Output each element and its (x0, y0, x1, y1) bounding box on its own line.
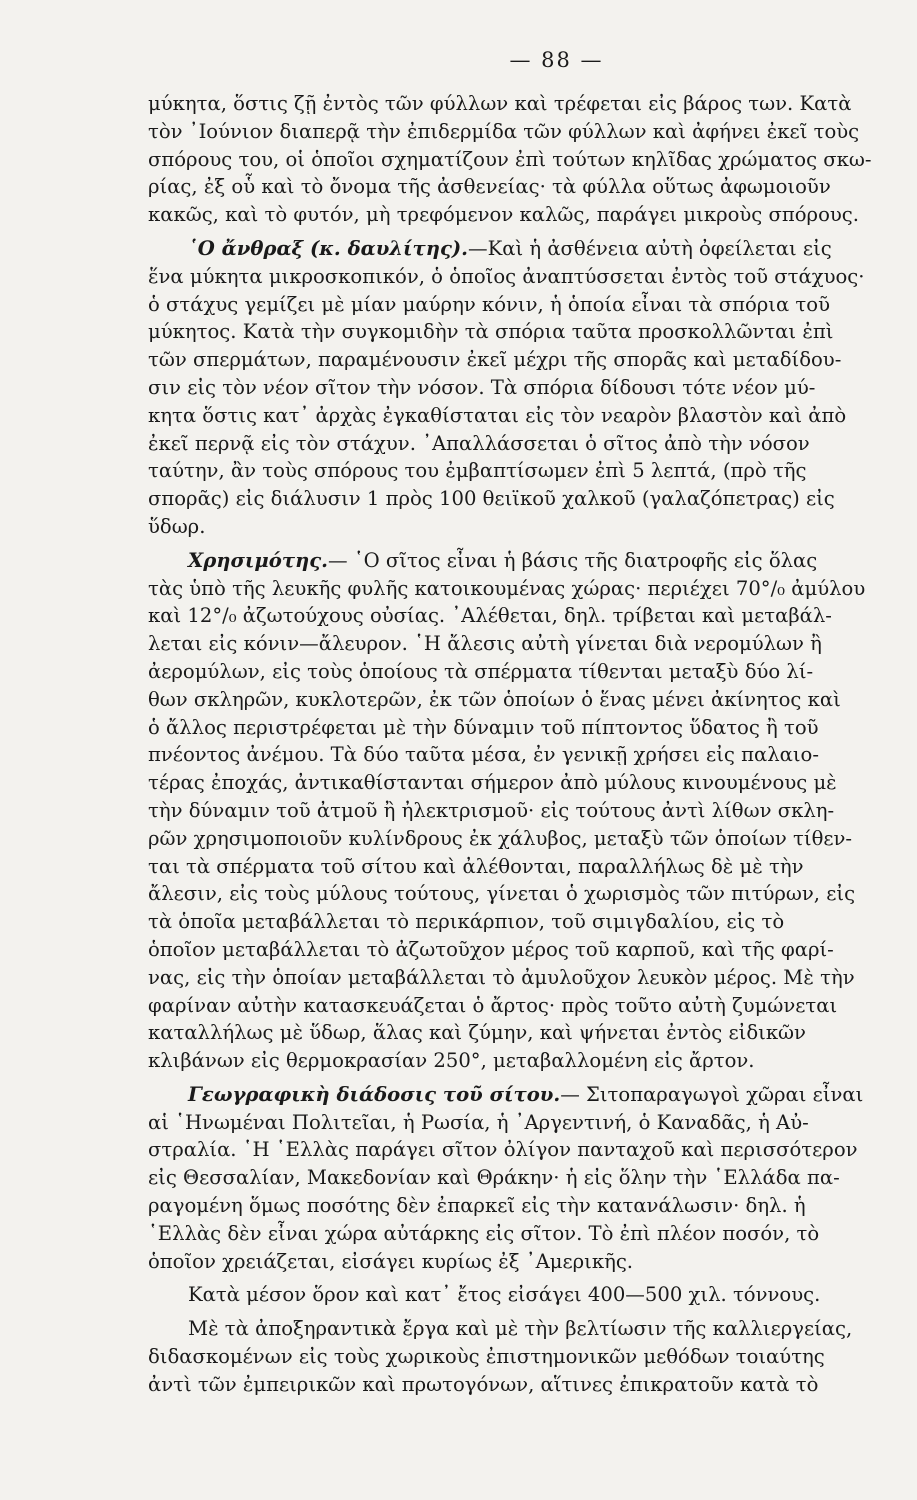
text-line: μύκητος. Κατὰ τὴν συγκομιδὴν τὰ σπόρια ταῦτα προσκολλῶνται ἐπὶ (148, 320, 834, 344)
text-line: καὶ 12°/₀ ἀζωτούχους οὐσίας. ᾿Αλέθεται, δηλ. τρίβεται καὶ μεταβάλ- (148, 604, 832, 628)
text-line: στραλία. ῾Η ῾Ελλὰς παράγει σῖτον ὀλίγον πανταχοῦ καὶ περισσότερον (148, 1138, 858, 1162)
text-line: τὴν δύναμιν τοῦ ἀτμοῦ ἢ ἠλεκτρισμοῦ· εἰς τούτους ἀντὶ λίθων σκλη- (148, 798, 835, 822)
text-line: τὸν ᾿Ιούνιον διαπερᾷ τὴν ἐπιδερμίδα τῶν φύλλων καὶ ἀφήνει ἐκεῖ τοὺς (148, 119, 860, 143)
text-line: τῶν σπερμάτων, παραμένουσιν ἐκεῖ μέχρι τῆς σπορᾶς καὶ μεταδίδου- (148, 348, 842, 372)
text-line: πνέοντος ἀνέμου. Τὰ δύο ταῦτα μέσα, ἐν γενικῇ χρήσει εἰς παλαιο- (148, 743, 819, 767)
text-line: ἕνα μύκητα μικροσκοπικόν, ὁ ὁποῖος ἀναπτύσσεται ἐντὸς τοῦ στάχυος· (148, 264, 865, 288)
paragraph-text: — Σιτοπαραγωγοὶ χῶραι εἶναι (560, 1082, 864, 1106)
text-line: ὁ στάχυς γεμίζει μὲ μίαν μαύρην κόνιν, ἡ ὁποία εἶναι τὰ σπόρια τοῦ (148, 292, 830, 316)
text-line: εἰς Θεσσαλίαν, Μακεδονίαν καὶ Θράκην· ἡ εἰς ὅλην τὴν ῾Ελλάδα πα- (148, 1166, 840, 1190)
text-line: τὰς ὑπὸ τῆς λευκῆς φυλῆς κατοικουμένας χώρας· περιέχει 70°/₀ ἀμύλου (148, 576, 866, 600)
text-line: κητα ὅστις κατ᾿ ἀρχὰς ἐγκαθίσταται εἰς τὸν νεαρὸν βλαστὸν καὶ ἀπὸ (148, 403, 847, 427)
text-line: ταύτην, ἂν τοὺς σπόρους του ἐμβαπτίσωμεν ἐπὶ 5 λεπτά, (πρὸ τῆς (148, 459, 807, 483)
text-line: ἀντὶ τῶν ἐμπειρικῶν καὶ πρωτογόνων, αἵτινες ἐπικρατοῦν κατὰ τὸ (148, 1372, 819, 1396)
paragraph (148, 547, 905, 1075)
paragraph-first-line (148, 1315, 905, 1343)
text-line: κλιβάνων εἰς θερμοκρασίαν 250°, μεταβαλλομένη εἰς ἄρτον. (148, 1049, 755, 1073)
paragraph-text: Κατὰ μέσον ὅρον καὶ κατ᾿ ἔτος εἰσάγει 400—500 χιλ. τόννους. (188, 1283, 821, 1307)
text-line: ὕδωρ. (148, 514, 206, 538)
text-line: σπόρους του, οἱ ὁποῖοι σχηματίζουν ἐπὶ τούτων κηλῖδας χρώματος σκω- (148, 147, 872, 171)
section-heading: ῾Ο ἄνθραξ (κ. δαυλίτης). (188, 236, 468, 260)
text-line: μύκητα, ὅστις ζῇ ἐντὸς τῶν φύλλων καὶ τρέφεται εἰς βάρος των. Κατὰ (148, 92, 852, 115)
text-line: ἀερομύλων, εἰς τοὺς ὁποίους τὰ σπέρματα τίθενται μεταξὺ δύο λί- (148, 659, 814, 683)
text-line: ρίας, ἐξ οὗ καὶ τὸ ὄνομα τῆς ἀσθενείας· τὰ φύλλα οὕτως ἀφωμοιοῦν (148, 175, 831, 199)
paragraph-first-line (148, 1081, 905, 1109)
paragraph (148, 1081, 905, 1276)
text-line: διδασκομένων εἰς τοὺς χωρικοὺς ἐπιστημονικῶν μεθόδων τοιαύτης (148, 1345, 825, 1369)
section-heading: Χρησιμότης. (188, 548, 328, 572)
text-line: ἐκεῖ περνᾷ εἰς τὸν στάχυν. ᾿Απαλλάσσεται ὁ σῖτος ἀπὸ τὴν νόσον (148, 431, 810, 455)
text-line: ῾Ελλὰς δὲν εἶναι χώρα αὐτάρκης εἰς σῖτον. Τὸ ἐπὶ πλέον ποσόν, τὸ (148, 1221, 820, 1245)
text-line: ρῶν χρησιμοποιοῦν κυλίνδρους ἐκ χάλυβος, μεταξὺ τῶν ὁποίων τίθεν- (148, 826, 853, 850)
text-line: ἄλεσιν, εἰς τοὺς μύλους τούτους, γίνεται ὁ χωρισμὸς τῶν πιτύρων, εἰς (148, 882, 856, 906)
section-heading: Γεωγραφικὴ διάδοσις τοῦ σίτου. (188, 1082, 561, 1106)
text-line: ὁ ἄλλος περιστρέφεται μὲ τὴν δύναμιν τοῦ πίπτοντος ὕδατος ἢ τοῦ (148, 715, 819, 739)
text-line: ὁποῖον χρειάζεται, εἰσάγει κυρίως ἐξ ᾿Αμερικῆς. (148, 1249, 634, 1273)
paragraph-text: —Καὶ ἡ ἀσθένεια αὐτὴ ὀφείλεται εἰς (467, 236, 832, 260)
paragraph (148, 1281, 905, 1309)
text-line: ται τὰ σπέρματα τοῦ σίτου καὶ ἀλέθονται, παραλλήλως δὲ μὲ τὴν (148, 854, 804, 878)
text-line: σπορᾶς) εἰς διάλυσιν 1 πρὸς 100 θειϊκοῦ χαλκοῦ (γαλαζόπετρας) εἰς (148, 487, 835, 511)
page-number: — 88 — (509, 48, 604, 72)
text-line: κακῶς, καὶ τὸ φυτόν, μὴ τρεφόμενον καλῶς, παράγει μικροὺς σπόρους. (148, 203, 859, 227)
text-line: λεται εἰς κόνιν—ἄλευρον. ῾Η ἄλεσις αὐτὴ γίνεται διὰ νερομύλων ἢ (148, 632, 822, 656)
paragraph-first-line (148, 1281, 905, 1309)
text-body (148, 90, 905, 1399)
paragraph-text: — ῾Ο σῖτος εἶναι ἡ βάσις τῆς διατροφῆς εἰς ὅλας (328, 548, 818, 572)
paragraph (148, 1315, 905, 1398)
paragraph (148, 235, 905, 541)
text-line: φαρίναν αὐτὴν κατασκευάζεται ὁ ἄρτος· πρὸς τοῦτο αὐτὴ ζυμώνεται (148, 993, 838, 1017)
paragraph (148, 90, 905, 229)
text-line: αἱ ῾Ηνωμέναι Πολιτεῖαι, ἡ Ρωσία, ἡ ᾿Αργεντινή, ὁ Καναδᾶς, ἡ Αὐ- (148, 1110, 809, 1134)
text-line: σιν εἰς τὸν νέον σῖτον τὴν νόσον. Τὰ σπόρια δίδουσι τότε νέον μύ- (148, 375, 816, 399)
paragraph-first-line (148, 547, 905, 575)
text-line: νας, εἰς τὴν ὁποίαν μεταβάλλεται τὸ ἀμυλοῦχον λευκὸν μέρος. Μὲ τὴν (148, 965, 855, 989)
text-line: τὰ ὁποῖα μεταβάλλεται τὸ περικάρπιον, τοῦ σιμιγδαλίου, εἰς τὸ (148, 910, 785, 934)
text-line: καταλλήλως μὲ ὕδωρ, ἅλας καὶ ζύμην, καὶ ψήνεται ἐντὸς εἰδικῶν (148, 1021, 806, 1045)
text-line: θων σκληρῶν, κυκλοτερῶν, ἐκ τῶν ὁποίων ὁ ἕνας μένει ἀκίνητος καὶ (148, 687, 841, 711)
text-line: ὁποῖον μεταβάλλεται τὸ ἀζωτοῦχον μέρος τοῦ καρποῦ, καὶ τῆς φαρί- (148, 937, 834, 961)
paragraph-text: Μὲ τὰ ἀποξηραντικὰ ἔργα καὶ μὲ τὴν βελτίωσιν τῆς καλλιεργείας, (188, 1317, 853, 1341)
text-line: ραγομένη ὅμως ποσότης δὲν ἐπαρκεῖ εἰς τὴν κατανάλωσιν· δηλ. ἡ (148, 1194, 806, 1218)
text-line: τέρας ἐποχάς, ἀντικαθίστανται σήμερον ἀπὸ μύλους κινουμένους μὲ (148, 771, 837, 795)
paragraph-first-line (148, 235, 905, 263)
